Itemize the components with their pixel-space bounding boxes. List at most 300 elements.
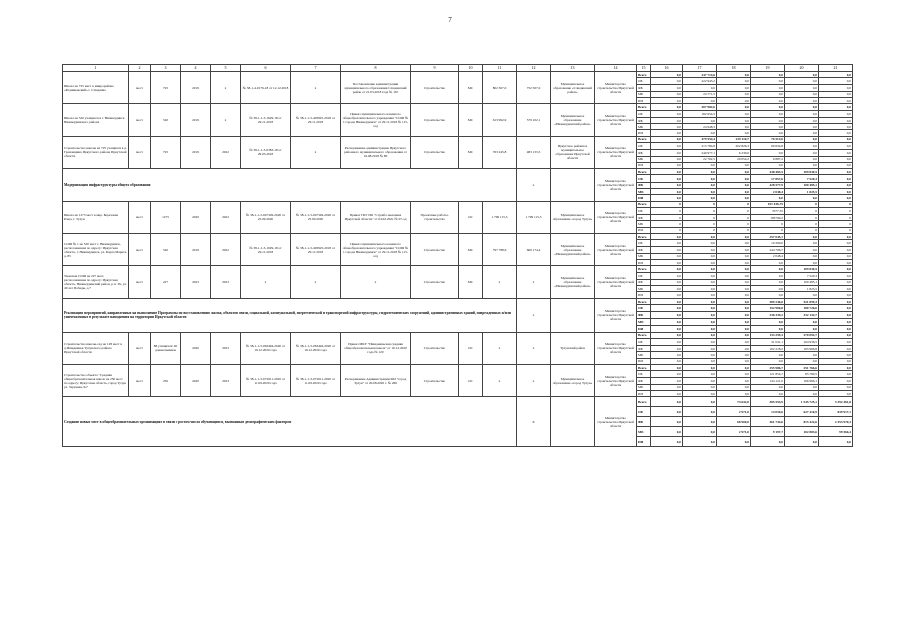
- amount-cell: 0,0: [819, 110, 853, 117]
- amount-cell: 0,0: [751, 150, 785, 156]
- amount-cell: 0,0: [717, 312, 751, 319]
- amount-cell: 0,0: [683, 195, 717, 201]
- fin-source-label: ФБ: [637, 378, 651, 384]
- amount-cell: 0,0: [819, 352, 853, 358]
- amount-cell: 0,0: [683, 437, 717, 447]
- amount-cell: 0,0: [751, 104, 785, 110]
- cell-c6: № 38-1-1-3-047349-2020 от 25.09.2020: [241, 201, 291, 233]
- amount-cell: 0,0: [651, 292, 683, 298]
- cell-c13: Муниципальное образование «Слюдянский район»: [551, 72, 595, 104]
- amount-cell: 0,0: [651, 319, 683, 326]
- cell-c4: 2020: [181, 201, 211, 233]
- amount-cell: 0,0: [717, 358, 751, 364]
- fin-source-label: ФБ: [637, 150, 651, 156]
- amount-cell: 0,0: [651, 124, 683, 130]
- amount-cell: 270 092,7: [785, 332, 819, 338]
- header-cell: 15: [637, 65, 651, 72]
- amount-cell: 521 859,3: [785, 298, 819, 305]
- header-cell: 9: [411, 65, 459, 72]
- cell-c11: 613 992,9: [483, 104, 517, 136]
- fin-source-label: МБ: [637, 427, 651, 437]
- amount-cell: 0,0: [717, 182, 751, 188]
- amount-cell: 0,0: [819, 91, 853, 97]
- header-cell: 11: [483, 65, 517, 72]
- amount-cell: 109 830,5: [785, 169, 819, 175]
- amount-cell: 0,0: [683, 391, 717, 397]
- amount-cell: 0,0: [651, 407, 683, 417]
- fin-source-label: ФБ: [637, 279, 651, 285]
- amount-cell: 0,0: [651, 391, 683, 397]
- amount-cell: 0: [785, 221, 819, 227]
- amount-cell: 0,0: [651, 358, 683, 364]
- cell-c10: МС: [459, 104, 483, 136]
- cell-c5: x: [211, 72, 241, 104]
- amount-cell: 0,0: [717, 110, 751, 117]
- amount-cell: 0: [717, 214, 751, 220]
- amount-cell: 0,0: [683, 378, 717, 384]
- amount-cell: 0,0: [819, 188, 853, 194]
- amount-cell: 0,0: [751, 78, 785, 85]
- fin-source-label: МБ: [637, 352, 651, 358]
- amount-cell: 0,0: [785, 358, 819, 364]
- amount-cell: 0,0: [717, 272, 751, 279]
- fin-source-label: МБ: [637, 221, 651, 227]
- cell-c12: x: [517, 266, 551, 298]
- amount-cell: 332 132,7: [785, 312, 819, 319]
- cell-c4: 2020: [181, 332, 211, 364]
- amount-cell: 0,0: [751, 85, 785, 91]
- amount-cell: 385 554,9: [751, 397, 785, 407]
- amount-cell: 0,0: [651, 169, 683, 175]
- amount-cell: 0,0: [651, 305, 683, 312]
- amount-cell: 0,0: [651, 143, 683, 150]
- amount-cell: 0,0: [751, 117, 785, 123]
- amount-cell: 0: [819, 227, 853, 233]
- amount-cell: 428 577,9: [751, 182, 785, 188]
- amount-cell: 0,0: [717, 247, 751, 253]
- fin-source-label: ОБ: [637, 110, 651, 117]
- amount-cell: 0,0: [785, 240, 819, 247]
- amount-cell: 1 545 725,1: [785, 397, 819, 407]
- amount-cell: 215 784,8: [683, 143, 717, 150]
- amount-cell: 0,0: [651, 266, 683, 272]
- amount-cell: 0,0: [819, 253, 853, 259]
- amount-cell: 0,0: [751, 292, 785, 298]
- section-title: Модернизация инфраструктуры общего образования: [63, 169, 517, 201]
- cell-c2: мест: [129, 72, 151, 104]
- cell-c9: Проектные работы, строительство: [411, 201, 459, 233]
- fin-source-label: ФБ: [637, 312, 651, 319]
- header-cell: 17: [683, 65, 717, 72]
- amount-cell: 0,0: [717, 162, 751, 168]
- cell-c9: Строительство: [411, 233, 459, 265]
- cell-c4: 2023: [181, 266, 211, 298]
- amount-cell: 0,0: [819, 98, 853, 104]
- cell-c11: x: [483, 332, 517, 364]
- amount-cell: 100 485,1: [785, 279, 819, 285]
- cell-c14: Министерство строительства Иркутской области: [595, 266, 637, 298]
- amount-cell: 0,0: [819, 143, 853, 150]
- amount-cell: 0,0: [751, 272, 785, 279]
- amount-cell: 0,0: [751, 195, 785, 201]
- fin-source-label: ИИ: [637, 391, 651, 397]
- amount-cell: 0,0: [717, 325, 751, 332]
- amount-cell: 0,0: [751, 130, 785, 136]
- amount-cell: 0: [651, 227, 683, 233]
- amount-cell: 109 830,5: [785, 266, 819, 272]
- amount-cell: 0,0: [819, 195, 853, 201]
- amount-cell: 0,0: [651, 233, 683, 239]
- cell-c5: x: [211, 104, 241, 136]
- fin-source-label: ОБ: [637, 207, 651, 214]
- fin-source-label: ИИ: [637, 358, 651, 364]
- amount-cell: 0: [717, 201, 751, 207]
- cell-c10: ОС: [459, 332, 483, 364]
- fin-source-label: МБ: [637, 156, 651, 162]
- amount-cell: 2 048,4: [751, 253, 785, 259]
- fin-source-label: МБ: [637, 286, 651, 292]
- amount-cell: 0,0: [683, 272, 717, 279]
- cell-c9: Строительство: [411, 266, 459, 298]
- amount-cell: 0,0: [683, 182, 717, 188]
- amount-cell: 0,0: [819, 325, 853, 332]
- amount-cell: 0,0: [819, 104, 853, 110]
- fin-source-label: Всего: [637, 104, 651, 110]
- amount-cell: 0,0: [651, 338, 683, 345]
- amount-cell: 0,0: [785, 124, 819, 130]
- amount-cell: 0,0: [819, 371, 853, 378]
- amount-cell: 0,0: [819, 312, 853, 319]
- cell-c4: 2019: [181, 136, 211, 168]
- amount-cell: 0,0: [819, 378, 853, 384]
- cell-c1: Строительство школы-сад на 128 мест в д.Ишидеиньк Тулунского района Иркутской области: [63, 332, 129, 364]
- amount-cell: 0,0: [717, 298, 751, 305]
- amount-cell: 7077,55: [751, 207, 785, 214]
- cell-c6: x: [241, 266, 291, 298]
- cell-c3: 227: [151, 266, 181, 298]
- fin-source-label: ИИ: [637, 130, 651, 136]
- amount-cell: 0,0: [751, 325, 785, 332]
- amount-cell: 0,0: [785, 78, 819, 85]
- header-cell: 21: [819, 65, 853, 72]
- amount-cell: 0,0: [651, 175, 683, 182]
- cell-c7: x: [291, 72, 341, 104]
- fin-source-label: Всего: [637, 201, 651, 207]
- amount-cell: 0,0: [651, 298, 683, 305]
- amount-cell: 222 943,2: [683, 78, 717, 85]
- cell-c4: 2019: [181, 72, 211, 104]
- fin-source-label: МБ: [637, 188, 651, 194]
- amount-cell: 0,0: [717, 305, 751, 312]
- cell-c10: МС: [459, 136, 483, 168]
- amount-cell: 0: [651, 207, 683, 214]
- amount-cell: 0: [683, 227, 717, 233]
- cell-c13: Муниципальное образование «город Тулун»: [551, 201, 595, 233]
- amount-cell: 31 041,1: [751, 338, 785, 345]
- cell-c6: № 38-1-4-0176-18 от 12.12.2018: [241, 72, 291, 104]
- amount-cell: 0: [651, 221, 683, 227]
- amount-cell: 0,0: [819, 272, 853, 279]
- amount-cell: 0,0: [717, 124, 751, 130]
- amount-cell: 0,0: [819, 169, 853, 175]
- cell-c10: МС: [459, 72, 483, 104]
- amount-cell: 22 792,5: [683, 156, 717, 162]
- fin-source-label: ОБ: [637, 143, 651, 150]
- amount-cell: 0,0: [819, 319, 853, 326]
- cell-c3: 250: [151, 364, 181, 396]
- cell-c3: 520: [151, 104, 181, 136]
- amount-cell: 0,0: [751, 352, 785, 358]
- amount-cell: 85 790,5: [785, 371, 819, 378]
- header-cell: 14: [595, 65, 637, 72]
- amount-cell: 166 966,1: [785, 378, 819, 384]
- amount-cell: 0,0: [683, 162, 717, 168]
- amount-cell: 0: [683, 214, 717, 220]
- amount-cell: 247 714,6: [683, 72, 717, 78]
- amount-cell: 0,0: [651, 312, 683, 319]
- amount-cell: 0,0: [717, 279, 751, 285]
- amount-cell: 0,0: [717, 266, 751, 272]
- amount-cell: 0,0: [751, 266, 785, 272]
- amount-cell: 0,0: [651, 130, 683, 136]
- amount-cell: 0,0: [683, 259, 717, 265]
- amount-cell: 0,0: [651, 247, 683, 253]
- cell-c13: [551, 397, 595, 447]
- cell-c7: № 38-1-1-3-493925-2018 от 29.11.2018: [291, 233, 341, 265]
- cell-c8: x: [341, 266, 411, 298]
- amount-cell: 2 048,4: [751, 188, 785, 194]
- cell-c7: № 38-1-1-3-047349-2020 от 25.09.2020: [291, 201, 341, 233]
- amount-cell: 0,0: [683, 188, 717, 194]
- fin-source-label: ОБ: [637, 371, 651, 378]
- fin-source-label: ОБ: [637, 78, 651, 85]
- amount-cell: 0,0: [651, 240, 683, 247]
- amount-cell: 152 906,8: [751, 305, 785, 312]
- amount-cell: 0,0: [819, 124, 853, 130]
- section-title: Реализация мероприятий, направленных на выполнение Программы по восстановлению жилья, объектов связи, социальной, коммунальной, энергетической и транспортной инфраструктуры, гидротехнических сооружений, административных зданий, поврежденных и/или уничтоженных в результате наводнения на территории Иркутской области: [63, 298, 517, 332]
- amount-cell: 165 966,8: [785, 346, 819, 352]
- cell-c13: Иркутское районное муниципальное образование Иркутской области: [551, 136, 595, 168]
- cell-c14: Министерство строительства Иркутской области: [595, 332, 637, 364]
- amount-cell: 0: [785, 201, 819, 207]
- amount-cell: 0: [819, 214, 853, 220]
- cell-c1: Уковская СОШ на 227 мест, расположенная по адресу: Иркутская область, Нижнеудинский район, р.п. Ук, ул. 40 лет Победы, д.7: [63, 266, 129, 298]
- cell-c2: мест: [129, 364, 151, 396]
- cell-c10: МС: [459, 233, 483, 265]
- amount-cell: 0,0: [683, 175, 717, 182]
- cell-c8: Приказ ГКУ ИО "Служба заказчика Иркутской области" от 04.02.2021 № 07-од: [341, 201, 411, 233]
- amount-cell: 0,0: [751, 124, 785, 130]
- amount-cell: 0,0: [785, 325, 819, 332]
- cell-c11: x: [483, 364, 517, 396]
- amount-cell: 0: [785, 227, 819, 233]
- amount-cell: 2 453 970,3: [819, 417, 853, 427]
- fin-source-label: МБ: [637, 319, 651, 326]
- fin-source-label: ОБ: [637, 305, 651, 312]
- cell-c3: 725: [151, 136, 181, 168]
- amount-cell: 0,0: [651, 150, 683, 156]
- amount-cell: 102 218,2: [751, 346, 785, 352]
- cell-c1: Строительство школы на 725 учащихся в д. Грановщина Иркутского района Иркутской области: [63, 136, 129, 168]
- amount-cell: 0,0: [651, 272, 683, 279]
- amount-cell: 0,0: [651, 136, 683, 142]
- amount-cell: 0: [751, 227, 785, 233]
- amount-cell: 3 392 461,8: [819, 397, 853, 407]
- cell-c3: 520: [151, 233, 181, 265]
- amount-cell: 0,0: [785, 136, 819, 142]
- amount-cell: 207 982,6: [683, 104, 717, 110]
- amount-cell: 0,0: [785, 384, 819, 390]
- fin-source-label: ФБ: [637, 214, 651, 220]
- amount-cell: 17 857,6: [751, 175, 785, 182]
- fin-source-label: МБ: [637, 253, 651, 259]
- fin-source-label: Всего: [637, 397, 651, 407]
- fin-source-label: Всего: [637, 266, 651, 272]
- amount-cell: 0,0: [751, 91, 785, 97]
- amount-cell: 0,0: [819, 298, 853, 305]
- amount-cell: 0,0: [717, 352, 751, 358]
- cell-c6: № 38-1-1-3-1629-18 от 29.11.2018: [241, 233, 291, 265]
- cell-c2: мест: [129, 332, 151, 364]
- amount-cell: 0,0: [785, 91, 819, 97]
- cell-c5: 2022: [211, 201, 241, 233]
- section-title: Создание новых мест в общеобразовательных организациях в связи с ростом числа обучающихся, вызванным демографическим фактором: [63, 397, 517, 447]
- cell-c12: 483 133,5: [517, 136, 551, 168]
- amount-cell: 0,0: [785, 352, 819, 358]
- amount-cell: 0,0: [717, 378, 751, 384]
- amount-cell: 0,0: [717, 85, 751, 91]
- amount-cell: 0,0: [819, 259, 853, 265]
- cell-c5: 2022: [211, 136, 241, 168]
- amount-cell: 0,0: [751, 384, 785, 390]
- amount-cell: 0,0: [751, 286, 785, 292]
- amount-cell: 0,0: [785, 110, 819, 117]
- cell-c2: мест: [129, 201, 151, 233]
- cell-c4: 2019: [181, 104, 211, 136]
- cell-c3: 1275: [151, 201, 181, 233]
- amount-cell: 0,0: [651, 195, 683, 201]
- fin-source-label: ОБ: [637, 272, 651, 279]
- amount-cell: 0,0: [819, 279, 853, 285]
- amount-cell: 0,0: [683, 85, 717, 91]
- amount-cell: 100 485,1: [785, 182, 819, 188]
- amount-cell: 0,0: [651, 427, 683, 437]
- amount-cell: 0,0: [751, 110, 785, 117]
- amount-cell: 0,0: [683, 298, 717, 305]
- header-row: [63, 65, 853, 72]
- amount-cell: 68 900,0: [717, 417, 751, 427]
- cell-c11: 1 799 115,3: [483, 201, 517, 233]
- cell-c7: № 38-1-1-3-063494-2020 от 16.12.2020 года: [291, 332, 341, 364]
- cell-c10: ОС: [459, 364, 483, 396]
- amount-cell: 7 520,3: [785, 175, 819, 182]
- amount-cell: 0,0: [819, 338, 853, 345]
- cell-c14: Министерство строительства Иркутской области: [595, 201, 637, 233]
- amount-cell: 0,0: [717, 364, 751, 370]
- amount-cell: 448 483,5: [751, 169, 785, 175]
- cell-c12: x: [517, 169, 551, 201]
- fin-source-label: Всего: [637, 233, 651, 239]
- fin-source-label: ФБ: [637, 117, 651, 123]
- amount-cell: 0,0: [785, 104, 819, 110]
- amount-cell: 0,0: [651, 110, 683, 117]
- amount-cell: 20 054,2: [717, 156, 751, 162]
- cell-c9: Строительство: [411, 332, 459, 364]
- amount-cell: 0,0: [785, 156, 819, 162]
- amount-cell: 0,0: [651, 346, 683, 352]
- amount-cell: 0,0: [683, 305, 717, 312]
- page-number: 7: [448, 16, 452, 24]
- cell-c3: 88 учащихся/ 40 дошкольников: [151, 332, 181, 364]
- program-table: [62, 64, 853, 447]
- amount-cell: 0,0: [785, 319, 819, 326]
- amount-cell: 133 259,3: [751, 332, 785, 338]
- cell-c13: Муниципальное образование «Нижнеудинский район»: [551, 104, 595, 136]
- amount-cell: 0,0: [717, 338, 751, 345]
- amount-cell: 0,0: [683, 352, 717, 358]
- amount-cell: 0: [819, 201, 853, 207]
- cell-c4: 2020: [181, 364, 211, 396]
- fin-source-label: ОБ: [637, 338, 651, 345]
- amount-cell: 0,0: [819, 358, 853, 364]
- header-cell: 13: [551, 65, 595, 72]
- amount-cell: 6 887,2: [751, 156, 785, 162]
- amount-cell: 0,0: [785, 98, 819, 104]
- amount-cell: 0,0: [717, 437, 751, 447]
- fin-source-label: ИИ: [637, 162, 651, 168]
- cell-c1: Школа на 520 учащихся в г. Нижнеудинск Нижнеудинского района: [63, 104, 129, 136]
- amount-cell: 0: [819, 207, 853, 214]
- amount-cell: 0,0: [683, 346, 717, 352]
- amount-cell: 0,0: [751, 98, 785, 104]
- cell-c14: Министерство строительства Иркутской области: [595, 136, 637, 168]
- amount-cell: 0,0: [717, 384, 751, 390]
- cell-c8: Постановление администрации муниципального образования Слюдянский район от 21.03.2018 года № 167: [341, 72, 411, 104]
- header-cell: 6: [241, 65, 291, 72]
- amount-cell: 0: [819, 221, 853, 227]
- fin-source-label: ИИ: [637, 292, 651, 298]
- amount-cell: 0,0: [717, 169, 751, 175]
- cell-c14: Министерство строительства Иркутской области: [595, 233, 637, 265]
- amount-cell: 479 554,4: [683, 136, 717, 142]
- amount-cell: 0,0: [683, 427, 717, 437]
- header-cell: 4: [181, 65, 211, 72]
- amount-cell: 180 726,6: [785, 305, 819, 312]
- amount-cell: 0,0: [651, 417, 683, 427]
- fin-source-label: Всего: [637, 136, 651, 142]
- amount-cell: 0,0: [717, 72, 751, 78]
- amount-cell: 0,0: [819, 156, 853, 162]
- amount-cell: 0,0: [683, 397, 717, 407]
- amount-cell: 2 971,0: [717, 407, 751, 417]
- cell-c13: [551, 298, 595, 332]
- amount-cell: 24 948,3: [683, 124, 717, 130]
- cell-c6: № 38-1-1-3-072911-2020 от 11.09.2020 года: [241, 364, 291, 396]
- amount-cell: 0,0: [683, 338, 717, 345]
- amount-cell: 0,0: [819, 162, 853, 168]
- amount-cell: 0,0: [717, 319, 751, 326]
- header-cell: 3: [151, 65, 181, 72]
- amount-cell: 627 410,9: [785, 407, 819, 417]
- cell-c7: № 38-1-1-3-072911-2020 от 11.09.2020 года: [291, 364, 341, 396]
- amount-cell: 0,0: [651, 85, 683, 91]
- fin-source-label: ИИ: [637, 325, 651, 332]
- amount-cell: 0,0: [819, 332, 853, 338]
- cell-c6: № 38-1-1-3-063494-2020 от 16.12.2020 года: [241, 332, 291, 364]
- cell-c5: 2023: [211, 364, 241, 396]
- cell-c12: x: [517, 332, 551, 364]
- amount-cell: 0,0: [651, 78, 683, 85]
